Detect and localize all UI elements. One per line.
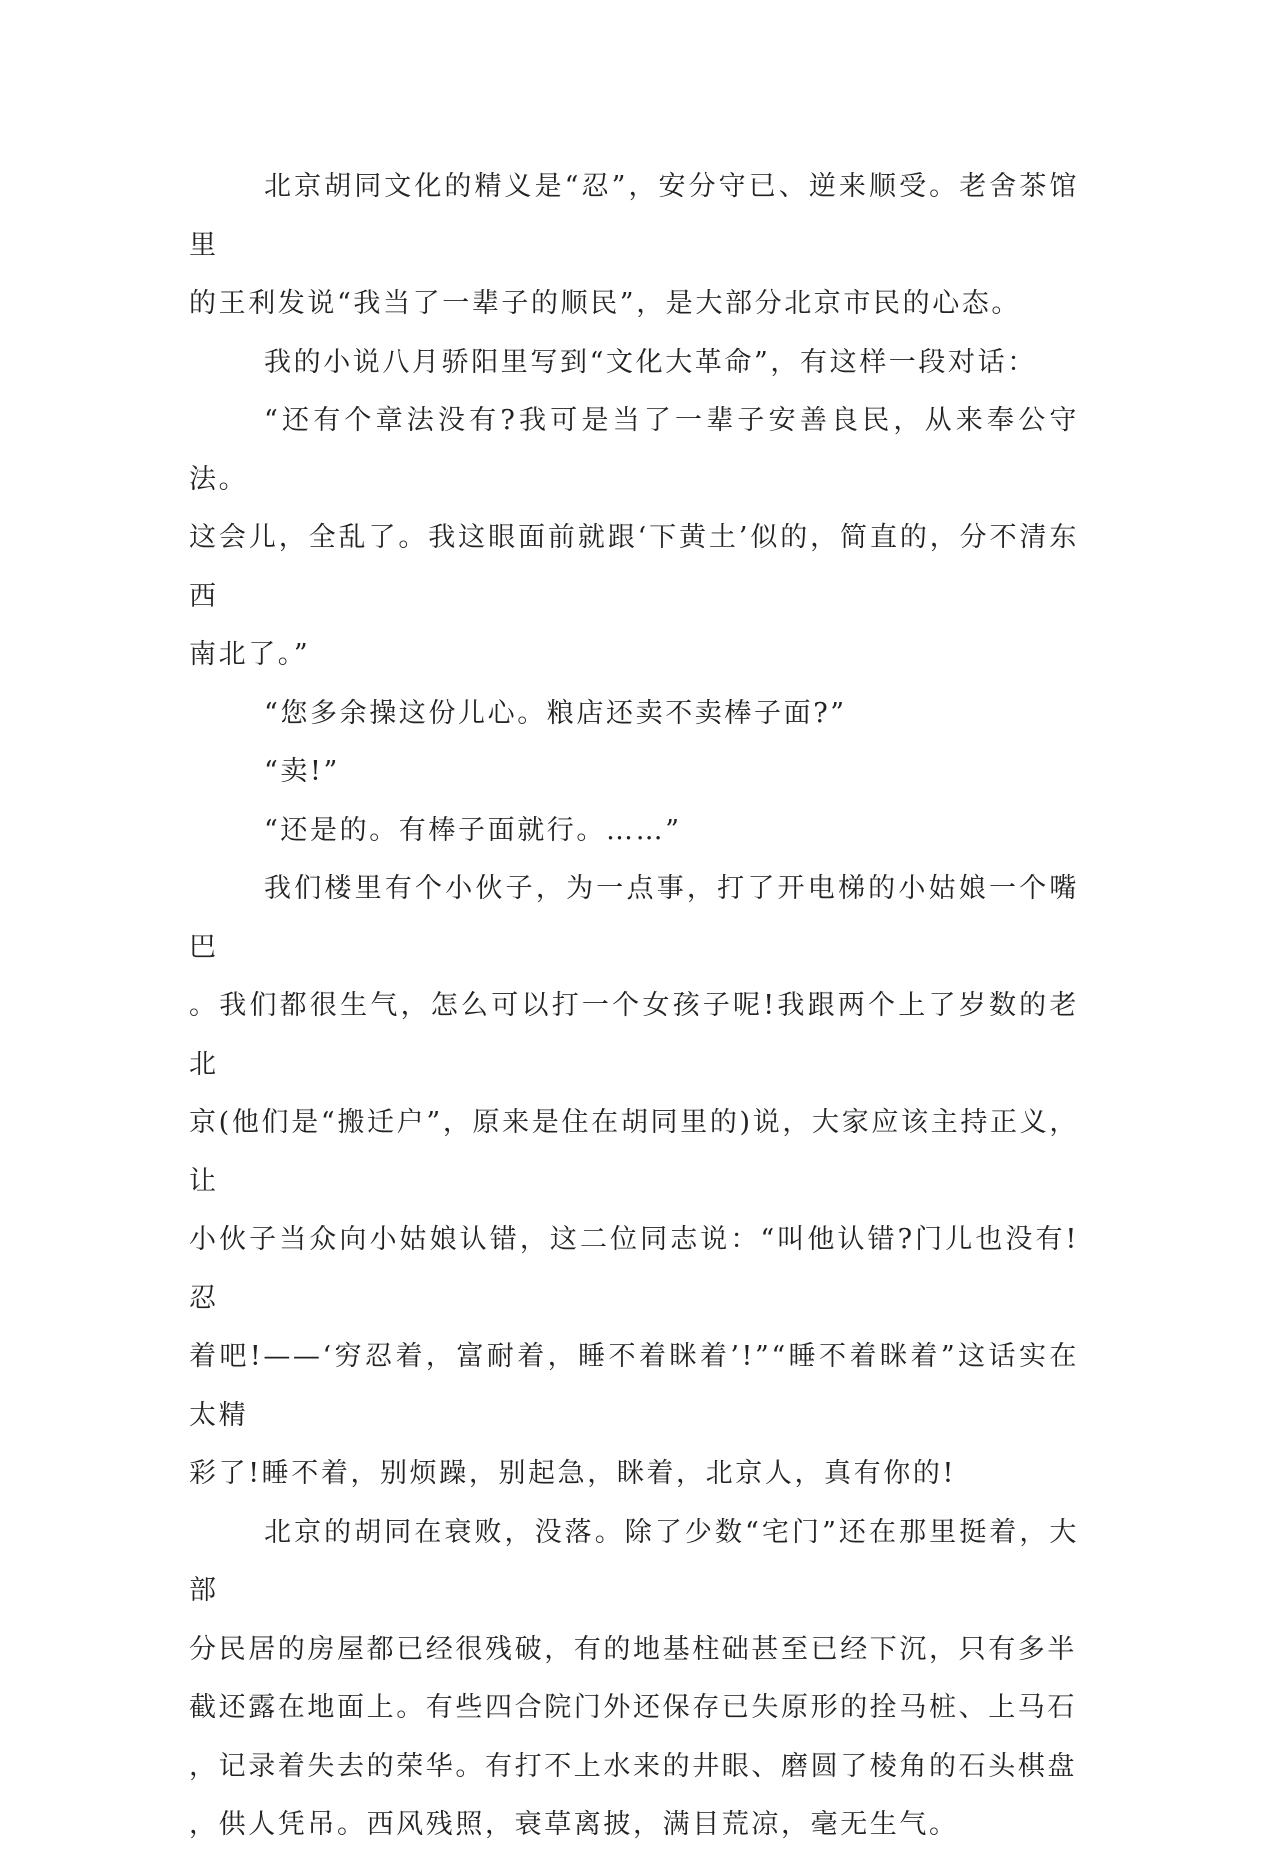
text-line: 北京的胡同在衰败，没落。除了少数“宅门”还在那里挺着，大部 (189, 1516, 1079, 1606)
text-line: 这会儿，全乱了。我这眼面前就跟‘下黄土’似的，简直的，分不清东西 (189, 522, 1079, 612)
text-line: 着吧!——‘穷忍着，富耐着，睡不着眯着’!”“睡不着眯着”这话实在太精 (189, 1341, 1079, 1431)
text-line: “还是的。有棒子面就行。……” (264, 814, 682, 846)
text-line: 南北了。” (189, 639, 311, 670)
text-line: 北京胡同文化的精义是“忍”，安分守已、逆来顺受。老舍茶馆里 (189, 171, 1079, 261)
text-line: 我们楼里有个小伙子，为一点事，打了开电梯的小姑娘一个嘴巴 (189, 873, 1079, 963)
text-line: 彩了!睡不着，别烦躁，别起急，眯着，北京人，真有你的! (189, 1458, 956, 1489)
text-line: ，供人凭吊。西风残照，衰草离披，满目荒凉，毫无生气。 (189, 1809, 959, 1840)
text-line: “还有个章法没有?我可是当了一辈子安善良民，从来奉公守法。 (189, 405, 1079, 495)
text-line: ，记录着失去的荣华。有打不上水来的井眼、磨圆了棱角的石头棋盘 (189, 1750, 1077, 1782)
text-line: 京(他们是“搬迁户”，原来是住在胡同里的)说，大家应该主持正义，让 (189, 1107, 1079, 1197)
document-body (189, 158, 1079, 1855)
text-line: 分民居的房屋都已经很残破，有的地基柱础甚至已经下沉，只有多半 (189, 1633, 1077, 1665)
text-line: 截还露在地面上。有些四合院门外还保存已失原形的拴马桩、上马石 (189, 1692, 1077, 1723)
text-line: 小伙子当众向小姑娘认错，这二位同志说：“叫他认错?门儿也没有!忍 (189, 1224, 1079, 1314)
text-line: 。我们都很生气，怎么可以打一个女孩子呢!我跟两个上了岁数的老北 (189, 990, 1079, 1080)
text-line: “卖!” (264, 756, 340, 787)
text-line: 的王利发说“我当了一辈子的顺民”，是大部分北京市民的心态。 (189, 288, 1022, 319)
text-line: “您多余操这份儿心。粮店还卖不卖棒子面?” (264, 697, 847, 729)
text-line: 我的小说八月骄阳里写到“文化大革命”，有这样一段对话： (264, 346, 1037, 378)
